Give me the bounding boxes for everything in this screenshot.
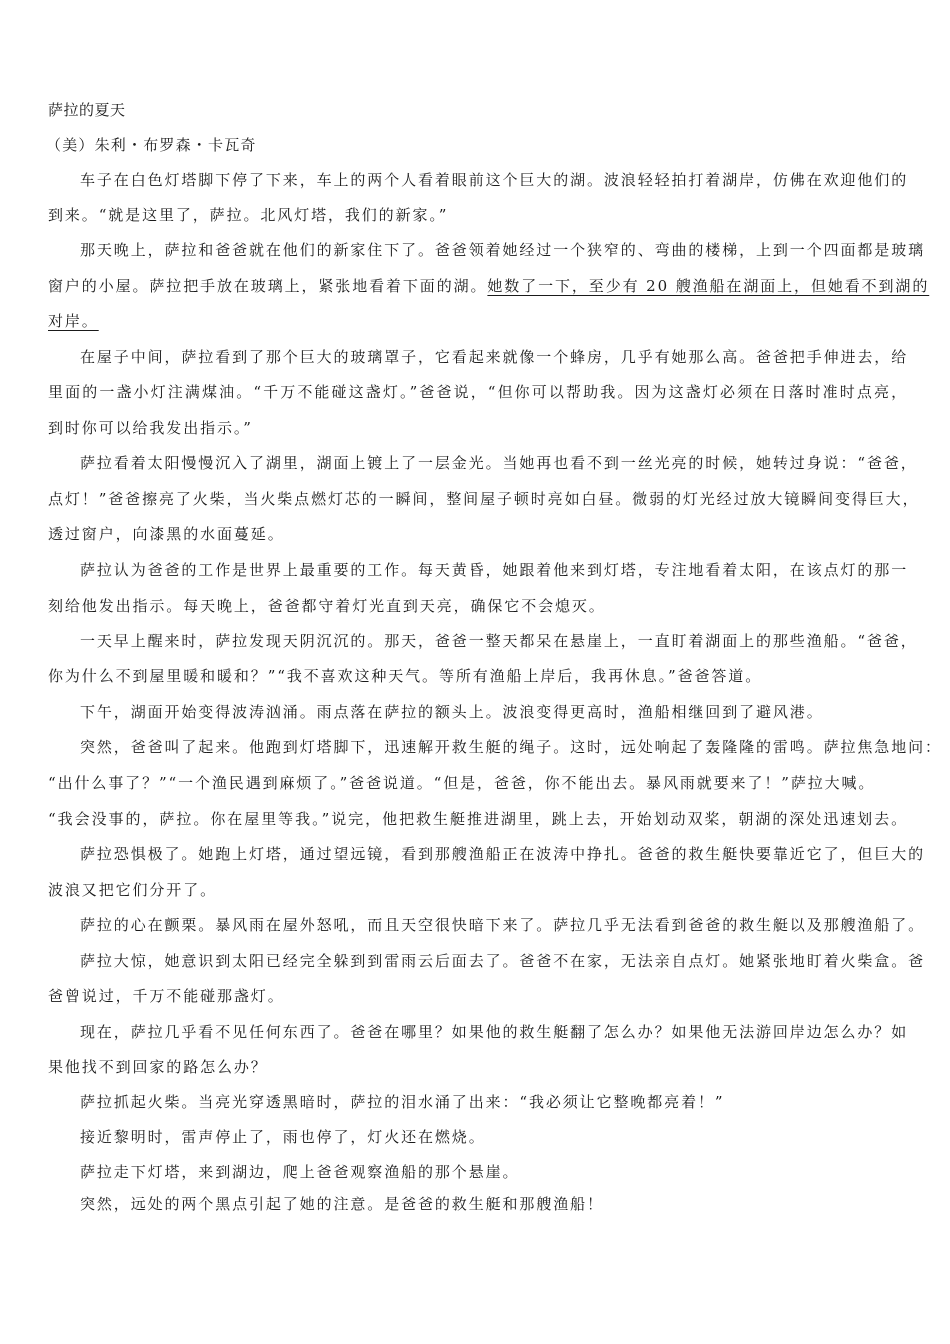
- underlined-sentence: 她数了一下，至少有 20 艘渔船在湖面上，但她看不到湖的: [487, 277, 930, 295]
- text-line: 到时你可以给我发出指示。”: [48, 419, 253, 437]
- text-line: 点灯！”爸爸擦亮了火柴，当火柴点燃灯芯的一瞬间，整间屋子顿时亮如白昼。微弱的灯光经过放大镜瞬间变得巨大，: [48, 490, 920, 508]
- text-line: 透过窗户，向漆黑的水面蔓延。: [48, 525, 285, 543]
- text-line: 果他找不到回家的路怎么办？: [48, 1058, 268, 1076]
- text-line: [48, 311, 908, 331]
- underlined-sentence-end: 对岸。: [48, 312, 99, 330]
- document-title: 萨拉的夏天: [48, 101, 126, 119]
- text-line: 在屋子中间，萨拉看到了那个巨大的玻璃罩子，它看起来就像一个蜂房，几乎有她那么高。爸爸把手伸进去，给: [80, 348, 909, 366]
- text-line: 到来。“就是这里了，萨拉。北风灯塔，我们的新家。”: [48, 206, 449, 224]
- text-line: 一天早上醒来时，萨拉发现天阴沉沉的。那天，爸爸一整天都呆在悬崖上，一直盯着湖面上的那些渔船。“爸爸，: [80, 632, 918, 650]
- text-line: [48, 276, 930, 296]
- text-line: 刻给他发出指示。每天晚上，爸爸都守着灯光直到天亮，确保它不会熄灭。: [48, 597, 606, 615]
- text-line: 下午，湖面开始变得波涛汹涌。雨点落在萨拉的额头上。波浪变得更高时，渔船相继回到了避风港。: [80, 703, 824, 721]
- text-line: 萨拉抓起火柴。当亮光穿透黑暗时，萨拉的泪水涌了出来：“我必须让它整晚都亮着！”: [80, 1093, 725, 1111]
- document-author: （美）朱利・布罗森・卡瓦奇: [46, 136, 257, 154]
- text-line: 现在，萨拉几乎看不见任何东西了。爸爸在哪里？如果他的救生艇翻了怎么办？如果他无法游回岸边怎么办？如: [80, 1023, 909, 1041]
- text-line: 突然，远处的两个黑点引起了她的注意。是爸爸的救生艇和那艘渔船！: [80, 1195, 604, 1213]
- text-line: 萨拉大惊，她意识到太阳已经完全躲到到雷雨云后面去了。爸爸不在家，无法亲自点灯。她紧张地盯着火柴盒。爸: [80, 952, 926, 970]
- text-line: 车子在白色灯塔脚下停了下来，车上的两个人看着眼前这个巨大的湖。波浪轻轻拍打着湖岸，仿佛在欢迎他们的: [80, 171, 909, 189]
- text-line: 萨拉的心在颤栗。暴风雨在屋外怒吼，而且天空很快暗下来了。萨拉几乎无法看到爸爸的救生艇以及那艘渔船了。: [80, 916, 926, 934]
- text-line: 那天晚上，萨拉和爸爸就在他们的新家住下了。爸爸领着她经过一个狭窄的、弯曲的楼梯，上到一个四面都是玻璃: [80, 241, 926, 259]
- text-line: 萨拉走下灯塔，来到湖边，爬上爸爸观察渔船的那个悬崖。: [80, 1163, 520, 1181]
- text-line: 爸曾说过，千万不能碰那盏灯。: [48, 987, 285, 1005]
- text-line: 萨拉认为爸爸的工作是世界上最重要的工作。每天黄昏，她跟着他来到灯塔，专注地看着太阳，在该点灯的那一: [80, 561, 909, 579]
- text-line: “我会没事的，萨拉。你在屋里等我。”说完，他把救生艇推进湖里，跳上去，开始划动双桨，朝湖的深处迅速划去。: [48, 810, 908, 828]
- text-line: 接近黎明时，雷声停止了，雨也停了，灯火还在燃烧。: [80, 1128, 486, 1146]
- text-line: 波浪又把它们分开了。: [48, 881, 218, 899]
- text-line: “出什么事了？”“一个渔民遇到麻烦了。”爸爸说道。“但是，爸爸，你不能出去。暴风雨就要来了！”萨拉大喊。: [48, 774, 876, 792]
- text-line: 你为什么不到屋里暖和暖和？”“我不喜欢这种天气。等所有渔船上岸后，我再休息。”爸爸答道。: [48, 667, 763, 685]
- text-line: 萨拉看着太阳慢慢沉入了湖里，湖面上镀上了一层金光。当她再也看不到一丝光亮的时候，她转过身说：“爸爸，: [80, 454, 918, 472]
- text-line: 萨拉恐惧极了。她跑上灯塔，通过望远镜，看到那艘渔船正在波涛中挣扎。爸爸的救生艇快要靠近它了，但巨大的: [80, 845, 926, 863]
- text-line: 里面的一盏小灯注满煤油。“千万不能碰这盏灯。”爸爸说，“但你可以帮助我。因为这盏灯必须在日落时准时点亮，: [48, 383, 908, 401]
- text-line: 突然，爸爸叫了起来。他跑到灯塔脚下，迅速解开救生艇的绳子。这时，远处响起了轰隆隆的雷鸣。萨拉焦急地问：: [80, 738, 942, 756]
- text-segment: 窗户的小屋。萨拉把手放在玻璃上，紧张地看着下面的湖。: [48, 277, 488, 295]
